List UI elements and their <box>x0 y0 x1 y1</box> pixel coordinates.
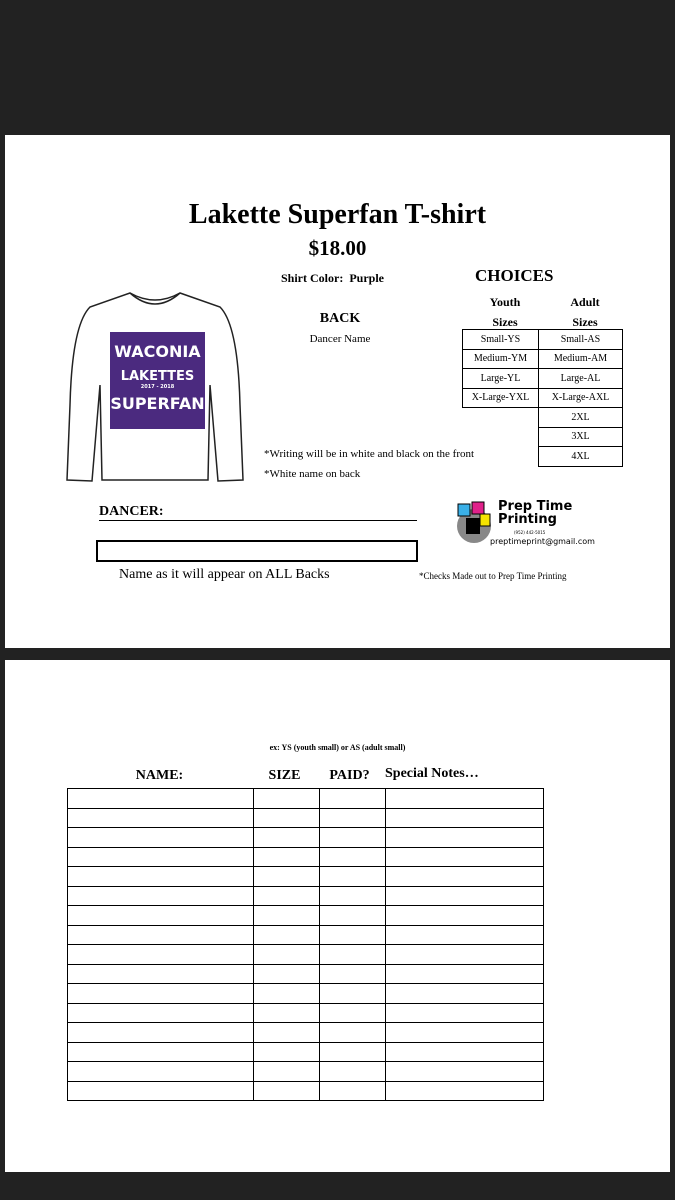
size-cell[interactable] <box>254 886 320 906</box>
dancer-label: DANCER: <box>99 504 417 521</box>
order-form-page-1 <box>5 135 670 648</box>
name-cell[interactable] <box>68 984 254 1004</box>
size-cell[interactable] <box>254 925 320 945</box>
table-row <box>68 828 544 848</box>
logo-line2: Printing <box>498 512 557 527</box>
adult-header-l1: Adult <box>570 295 600 309</box>
paid-cell[interactable] <box>320 906 386 926</box>
name-cell[interactable] <box>68 906 254 926</box>
name-cell[interactable] <box>68 925 254 945</box>
notes-cell[interactable] <box>386 1023 544 1043</box>
table-row <box>68 1062 544 1082</box>
notes-cell[interactable] <box>386 847 544 867</box>
shirt-color <box>281 271 384 286</box>
table-row <box>68 1023 544 1043</box>
paid-cell[interactable] <box>320 886 386 906</box>
size-option: Large-AL <box>539 369 623 389</box>
name-cell[interactable] <box>68 847 254 867</box>
size-cell[interactable] <box>254 984 320 1004</box>
size-cell[interactable] <box>254 1081 320 1101</box>
col-size: SIZE <box>268 768 301 783</box>
size-cell[interactable] <box>254 906 320 926</box>
note-back: *White name on back <box>264 468 361 480</box>
print-superfan: SUPERFAN <box>110 394 205 413</box>
col-notes: Special Notes… <box>385 766 479 781</box>
notes-cell[interactable] <box>386 828 544 848</box>
logo-line1: Prep Time <box>498 499 573 514</box>
size-cell[interactable] <box>254 789 320 809</box>
youth-header-l2: Sizes <box>492 315 518 329</box>
size-option: Medium-YM <box>463 349 539 369</box>
youth-header-l1: Youth <box>489 295 521 309</box>
name-cell[interactable] <box>68 808 254 828</box>
size-row <box>463 330 539 350</box>
checks-note: *Checks Made out to Prep Time Printing <box>419 571 567 581</box>
notes-cell[interactable] <box>386 808 544 828</box>
name-cell[interactable] <box>68 945 254 965</box>
print-years: 2017 - 2018 <box>140 384 175 390</box>
size-cell[interactable] <box>254 828 320 848</box>
size-row <box>539 330 623 350</box>
col-paid: PAID? <box>329 768 370 783</box>
size-row <box>539 369 623 389</box>
table-row <box>68 808 544 828</box>
paid-cell[interactable] <box>320 984 386 1004</box>
table-row <box>68 1003 544 1023</box>
dancer-name-field[interactable] <box>96 540 418 562</box>
paid-cell[interactable] <box>320 1003 386 1023</box>
youth-sizes-table <box>462 329 539 408</box>
paid-cell[interactable] <box>320 847 386 867</box>
notes-cell[interactable] <box>386 945 544 965</box>
size-row <box>539 349 623 369</box>
name-cell[interactable] <box>68 1081 254 1101</box>
size-option: Medium-AM <box>539 349 623 369</box>
table-row <box>68 925 544 945</box>
notes-cell[interactable] <box>386 1042 544 1062</box>
paid-cell[interactable] <box>320 1062 386 1082</box>
name-cell[interactable] <box>68 964 254 984</box>
price: $18.00 <box>308 236 367 260</box>
table-row <box>68 789 544 809</box>
paid-cell[interactable] <box>320 808 386 828</box>
print-waconia: WACONIA <box>114 342 201 361</box>
name-cell[interactable] <box>68 1062 254 1082</box>
notes-cell[interactable] <box>386 886 544 906</box>
size-row <box>463 388 539 408</box>
choices-heading: CHOICES <box>475 266 554 285</box>
notes-cell[interactable] <box>386 1003 544 1023</box>
name-cell[interactable] <box>68 1042 254 1062</box>
paid-cell[interactable] <box>320 828 386 848</box>
notes-cell[interactable] <box>386 925 544 945</box>
table-row <box>68 867 544 887</box>
shirt-color-value: Purple <box>349 271 384 285</box>
size-row <box>539 427 623 447</box>
notes-cell[interactable] <box>386 1081 544 1101</box>
table-row <box>68 886 544 906</box>
name-caption: Name as it will appear on ALL Backs <box>119 567 330 582</box>
page-title: Lakette Superfan T-shirt <box>188 199 487 230</box>
name-cell[interactable] <box>68 828 254 848</box>
youth-header <box>467 292 543 332</box>
print-lakettes: LAKETTES <box>120 369 195 384</box>
size-option: Large-YL <box>463 369 539 389</box>
table-row <box>68 964 544 984</box>
note-front: *Writing will be in white and black on the front <box>264 448 475 460</box>
size-option: Small-YS <box>463 330 539 350</box>
size-cell[interactable] <box>254 867 320 887</box>
notes-cell[interactable] <box>386 867 544 887</box>
size-row <box>539 408 623 428</box>
size-cell[interactable] <box>254 1042 320 1062</box>
table-row <box>68 906 544 926</box>
size-option: X-Large-YXL <box>463 388 539 408</box>
back-label: BACK <box>319 311 361 326</box>
table-row <box>68 847 544 867</box>
order-form-page-2 <box>5 660 670 1172</box>
notes-cell[interactable] <box>386 789 544 809</box>
logo-phone: (952) 442-5015 <box>514 530 546 535</box>
logo-email: preptimeprint@gmail.com <box>490 537 595 546</box>
paid-cell[interactable] <box>320 945 386 965</box>
paid-cell[interactable] <box>320 789 386 809</box>
paid-cell[interactable] <box>320 925 386 945</box>
size-example: ex: YS (youth small) or AS (adult small) <box>269 743 406 752</box>
paid-cell[interactable] <box>320 1042 386 1062</box>
paid-cell[interactable] <box>320 867 386 887</box>
notes-cell[interactable] <box>386 984 544 1004</box>
size-option: 2XL <box>539 408 623 428</box>
table-row <box>68 1042 544 1062</box>
adult-header-l2: Sizes <box>572 315 598 329</box>
size-row <box>539 388 623 408</box>
name-cell[interactable] <box>68 1023 254 1043</box>
order-table <box>67 788 544 1101</box>
name-cell[interactable] <box>68 867 254 887</box>
adult-header <box>543 292 627 332</box>
paid-cell[interactable] <box>320 1023 386 1043</box>
size-row <box>463 369 539 389</box>
paid-cell[interactable] <box>320 1081 386 1101</box>
name-cell[interactable] <box>68 1003 254 1023</box>
table-row <box>68 1081 544 1101</box>
shirt-color-label: Shirt Color: <box>281 271 344 285</box>
shirt-print <box>110 332 205 429</box>
prep-time-logo <box>452 498 622 548</box>
size-cell[interactable] <box>254 1062 320 1082</box>
notes-cell[interactable] <box>386 906 544 926</box>
size-row <box>463 349 539 369</box>
size-cell[interactable] <box>254 808 320 828</box>
name-cell[interactable] <box>68 789 254 809</box>
size-cell[interactable] <box>254 1003 320 1023</box>
back-text: Dancer Name <box>309 333 371 345</box>
size-option: Small-AS <box>539 330 623 350</box>
size-cell[interactable] <box>254 1023 320 1043</box>
size-cell[interactable] <box>254 945 320 965</box>
notes-cell[interactable] <box>386 964 544 984</box>
notes-cell[interactable] <box>386 1062 544 1082</box>
size-option: 3XL <box>539 427 623 447</box>
adult-sizes-table <box>538 329 623 467</box>
size-cell[interactable] <box>254 964 320 984</box>
size-option: X-Large-AXL <box>539 388 623 408</box>
col-name: NAME: <box>135 768 184 783</box>
paid-cell[interactable] <box>320 964 386 984</box>
table-row <box>68 984 544 1004</box>
size-option: 4XL <box>539 447 623 467</box>
table-row <box>68 945 544 965</box>
name-cell[interactable] <box>68 886 254 906</box>
size-cell[interactable] <box>254 847 320 867</box>
size-row <box>539 447 623 467</box>
